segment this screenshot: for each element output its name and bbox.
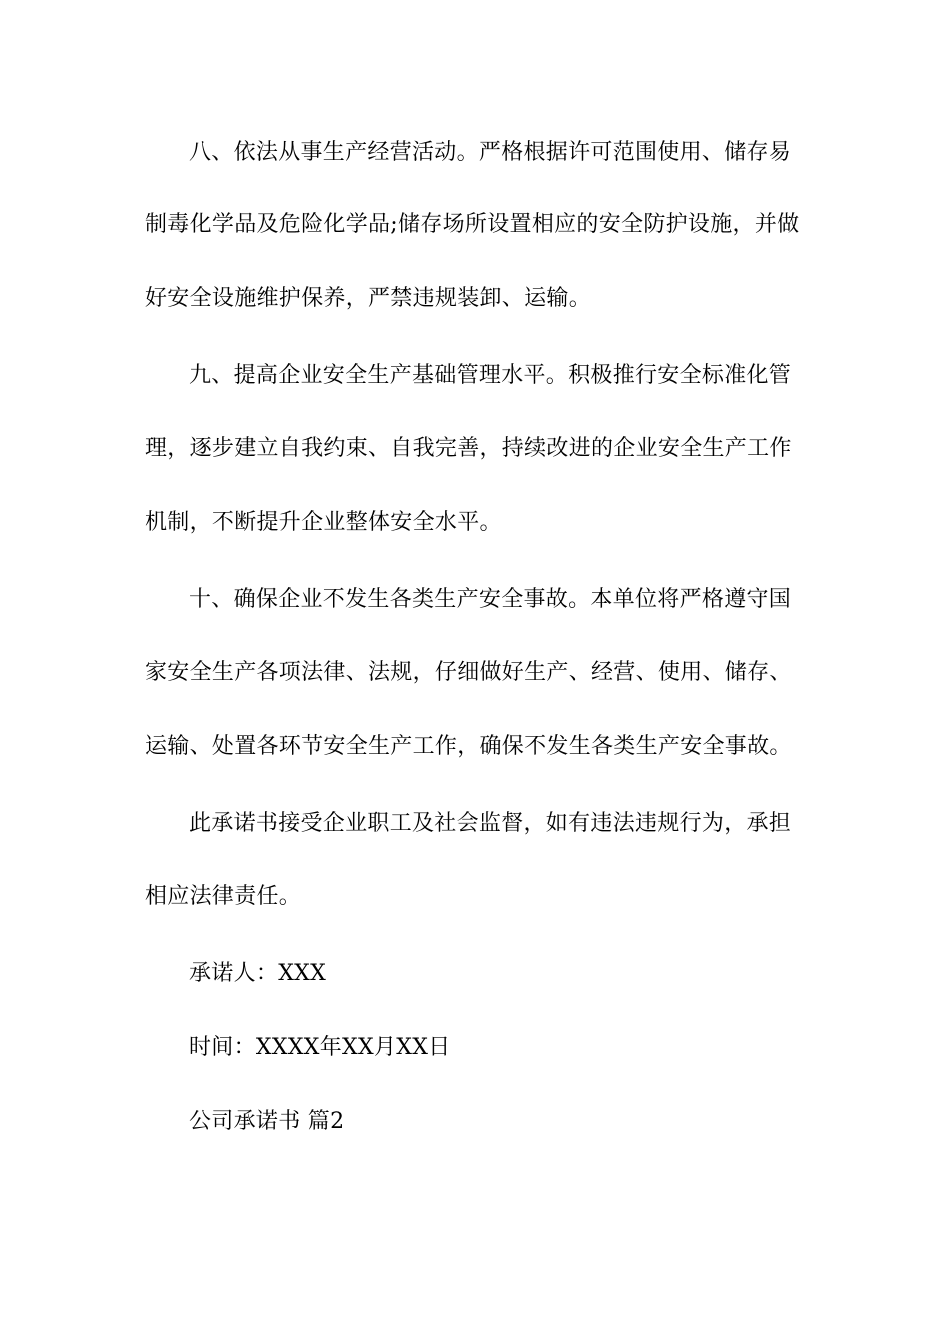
- paragraph-10-line-3: 运输、处置各环节安全生产工作，确保不发生各类生产安全事故。: [145, 734, 792, 759]
- paragraph-9-line-1: 九、提高企业安全生产基础管理水平。积极推行安全标准化管: [189, 363, 792, 388]
- paragraph-9-line-2: 理，逐步建立自我约束、自我完善，持续改进的企业安全生产工作: [145, 436, 792, 461]
- paragraph-9-line-3: 机制，不断提升企业整体安全水平。: [145, 510, 502, 535]
- next-section-title: 公司承诺书 篇2: [189, 1109, 345, 1134]
- supervision-line-2: 相应法律责任。: [145, 884, 302, 909]
- paragraph-10-line-1: 十、确保企业不发生各类生产安全事故。本单位将严格遵守国: [189, 587, 792, 612]
- paragraph-10-line-2: 家安全生产各项法律、法规，仔细做好生产、经营、使用、储存、: [145, 660, 792, 685]
- paragraph-8-line-3: 好安全设施维护保养，严禁违规装卸、运输。: [145, 286, 592, 311]
- supervision-line-1: 此承诺书接受企业职工及社会监督，如有违法违规行为，承担: [189, 811, 792, 836]
- signature-date: 时间：XXXX年XX月XX日: [189, 1035, 451, 1060]
- promisor-signature: 承诺人：XXX: [189, 961, 327, 986]
- paragraph-8-line-2: 制毒化学品及危险化学品;储存场所设置相应的安全防护设施，并做: [145, 212, 800, 237]
- paragraph-8-line-1: 八、依法从事生产经营活动。严格根据许可范围使用、储存易: [189, 140, 792, 165]
